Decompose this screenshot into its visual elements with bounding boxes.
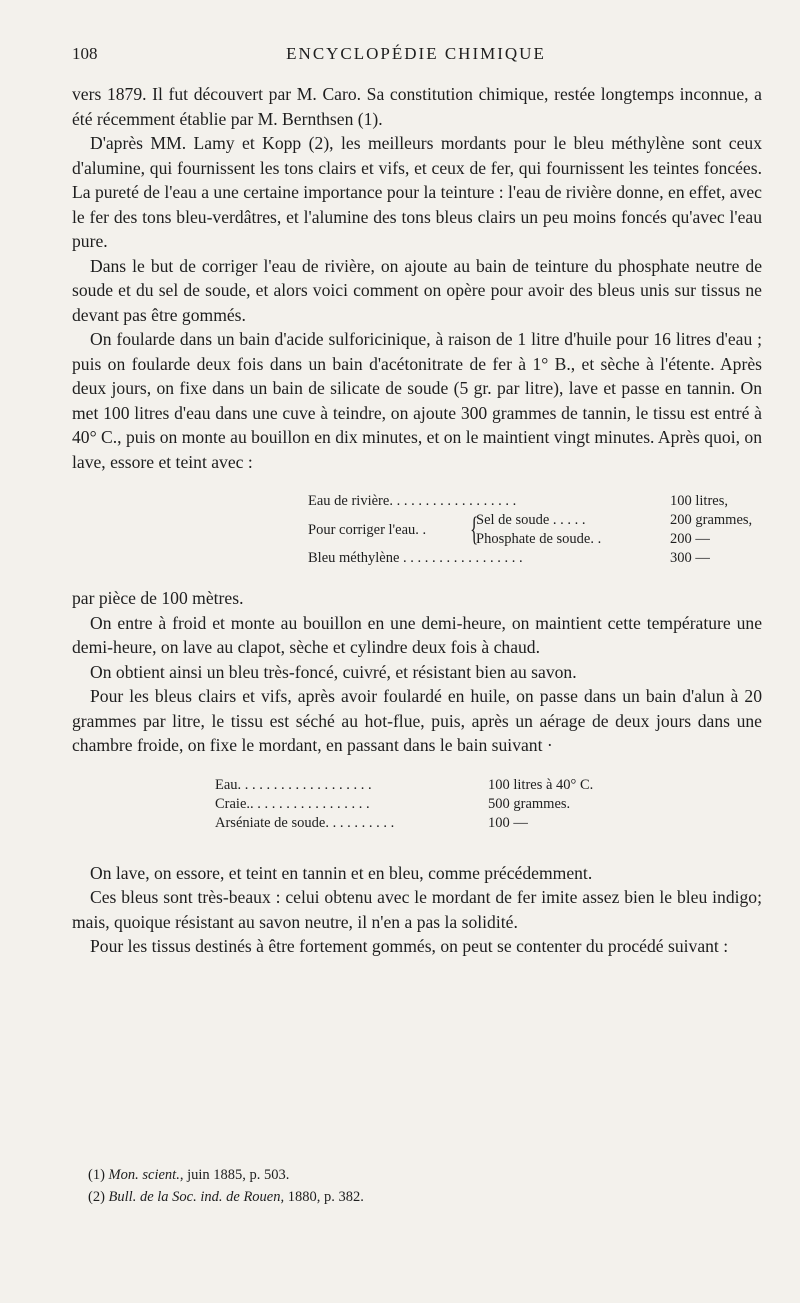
paragraph: On lave, on essore, et teint en tannin et en bleu, comme précédemment. (90, 862, 593, 883)
recipe-value: 300 — (670, 550, 710, 566)
footnote-2 (88, 1186, 364, 1208)
recipe-sublabel: Sel de soude . . . . . (476, 512, 586, 528)
recipe-label: Bleu méthylène . . . . . . . . . . . . . . . . . (308, 550, 523, 566)
footnote-detail: , juin 1885, p. 503. (179, 1167, 290, 1183)
recipe-value: 100 litres, (670, 493, 728, 509)
recipe-label: Eau de rivière. . . . . . . . . . . . . . . . . . (308, 493, 517, 509)
brace-symbol: { (470, 511, 479, 548)
running-title: ENCYCLOPÉDIE CHIMIQUE (286, 44, 546, 63)
recipe-row (72, 776, 762, 795)
footnote-mark: (2) (88, 1189, 105, 1205)
paragraph: On entre à froid et monte au bouillon en une demi-heure, on maintient cette température une demi-heure, on lave au clapot, sèche et cylindre deux fois à chaud. (72, 612, 762, 657)
recipe-sublabel: Phosphate de soude. . (476, 531, 602, 547)
paragraph: Pour les bleus clairs et vifs, après avoir foulardé en huile, on passe dans un bain d'alun à 20 grammes par litre, le tissu est séché au hot-flue, puis, après un aérage de deux jours dans une chambre froide, on fixe le mordant, en passant dans le bain suivant · (72, 686, 762, 755)
paragraph: On foularde dans un bain d'acide sulforicinique, à raison de 1 litre d'huile pour 16 litres d'eau ; puis on foularde deux fois dans un bain d'acétonitrate de fer à 1° B., et sèche à l'étente. Après deux jours, on fixe dans un bain de silicate de soude (5 gr. par litre), lave et passe en tannin. On met 100 litres d'eau dans une cuve à teindre, on ajoute 300 grammes de tannin, le tissu est entré à 40° C., puis on monte au bouillon en dix minutes, et on le maintient vingt minutes. Après quoi, on lave, essore et teint avec : (72, 329, 762, 472)
paragraph: par pièce de 100 mètres. (72, 588, 244, 608)
paragraph: vers 1879. Il fut découvert par M. Caro. Sa constitution chimique, restée longtemps inconnue, a été récemment établie par M. Bernthsen (1). (72, 84, 762, 129)
recipe-label: Eau. . . . . . . . . . . . . . . . . . . (215, 776, 372, 793)
footnote-source: Bull. de la Soc. ind. de Rouen, (108, 1189, 285, 1205)
footnote-mark: (1) (88, 1167, 105, 1183)
body-text (72, 82, 762, 959)
footnote-source: Mon. scient. (108, 1167, 180, 1183)
footnote-1 (88, 1164, 364, 1186)
recipe-row (72, 795, 762, 814)
recipe-row (72, 814, 762, 833)
recipe-label: Arséniate de soude. . . . . . . . . . (215, 814, 395, 831)
recipe-row (190, 492, 762, 511)
footnote-detail: 1880, p. 382. (284, 1189, 364, 1205)
recipe-value: 100 litres à 40° C. (488, 776, 594, 793)
paragraph: Dans le but de corriger l'eau de rivière, on ajoute au bain de teinture du phosphate neutre de soude et du sel de soude, et alors voici comment on opère pour avoir des bleus unis sur tissus ne devant pas être gommés. (72, 255, 762, 325)
recipe-value: 100 — (488, 814, 528, 831)
recipe-value: 200 grammes, (670, 512, 753, 528)
recipe-brace-group (190, 511, 762, 549)
paragraph: Ces bleus sont très-beaux : celui obtenu avec le mordant de fer imite assez bien le bleu indigo; mais, quoique résistant au savon neutre, il n'en a pas la solidité. (72, 887, 762, 932)
recipe-value: 500 grammes. (488, 795, 571, 812)
recipe-label: Craie.. . . . . . . . . . . . . . . . . (215, 795, 370, 812)
recipe-table-1 (72, 492, 762, 568)
paragraph: On obtient ainsi un bleu très-foncé, cuivré, et résistant bien au savon. (90, 661, 577, 682)
recipe-label: Pour corriger l'eau. . (308, 522, 427, 538)
recipe-row (190, 549, 762, 568)
page-header (72, 44, 760, 70)
footnotes (88, 1164, 364, 1208)
recipe-table-2 (72, 776, 762, 833)
paragraph: Pour les tissus destinés à être fortement gommés, on peut se contenter du procédé suivant : (90, 936, 729, 956)
recipe-value: 200 — (670, 531, 710, 547)
paragraph: D'après MM. Lamy et Kopp (2), les meilleurs mordants pour le bleu méthylène sont ceux d'alumine, qui fournissent les tons clairs et vifs, et ceux de fer, qui fournissent les teintes foncées. La pureté de l'eau a une certaine importance pour la teinture : l'eau de rivière donne, en effet, avec le fer des tons bleu-verdâtres, et l'alumine des tons bleus clairs un peu moins foncés qu'avec l'eau pure. (72, 133, 762, 251)
page-number: 108 (72, 44, 98, 63)
